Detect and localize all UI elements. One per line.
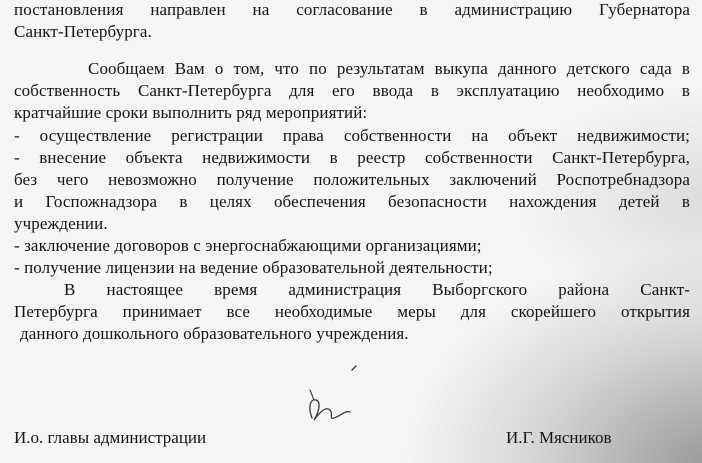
text-line-2: Санкт-Петербурга. (14, 22, 152, 41)
text-line-4: собственность Санкт-Петербурга для его ввода в эксплуатацию необходимо в (14, 81, 690, 100)
list-item-registry: - внесение объекта недвижимости в реестр собственности Санкт-Петербурга, (14, 148, 690, 167)
text-line-8: без чего невозможно получение положительных заключений Роспотребнадзора (14, 170, 690, 189)
text-line-1: постановления направлен на согласование в администрацию Губернатора (14, 0, 690, 19)
list-item-registration: - осуществление регистрации права собственности на объект недвижимости; (14, 126, 690, 145)
handwritten-signature (290, 360, 390, 430)
text-line-5: кратчайшие сроки выполнить ряд мероприятий: (14, 103, 368, 122)
signatory-name: И.Г. Мясников (506, 428, 612, 447)
text-line-9: и Госпожнадзора в целях обеспечения безопасности нахождения детей в (14, 192, 690, 211)
list-item-contracts: - заключение договоров с энергоснабжающими организациями; (14, 236, 482, 255)
text-line-10: учреждении. (14, 214, 108, 233)
paragraph-final-start: В настоящее время администрация Выборгского района Санкт- (64, 280, 690, 299)
signatory-title: И.о. главы администрации (14, 428, 207, 447)
text-line-15: данного дошкольного образовательного учреждения. (20, 324, 409, 343)
text-line-14: Петербурга принимает все необходимые меры для скорейшего открытия (14, 302, 690, 321)
list-item-license: - получение лицензии на ведение образовательной деятельности; (14, 258, 493, 277)
paragraph-start: Сообщаем Вам о том, что по результатам выкупа данного детского сада в (88, 59, 690, 78)
